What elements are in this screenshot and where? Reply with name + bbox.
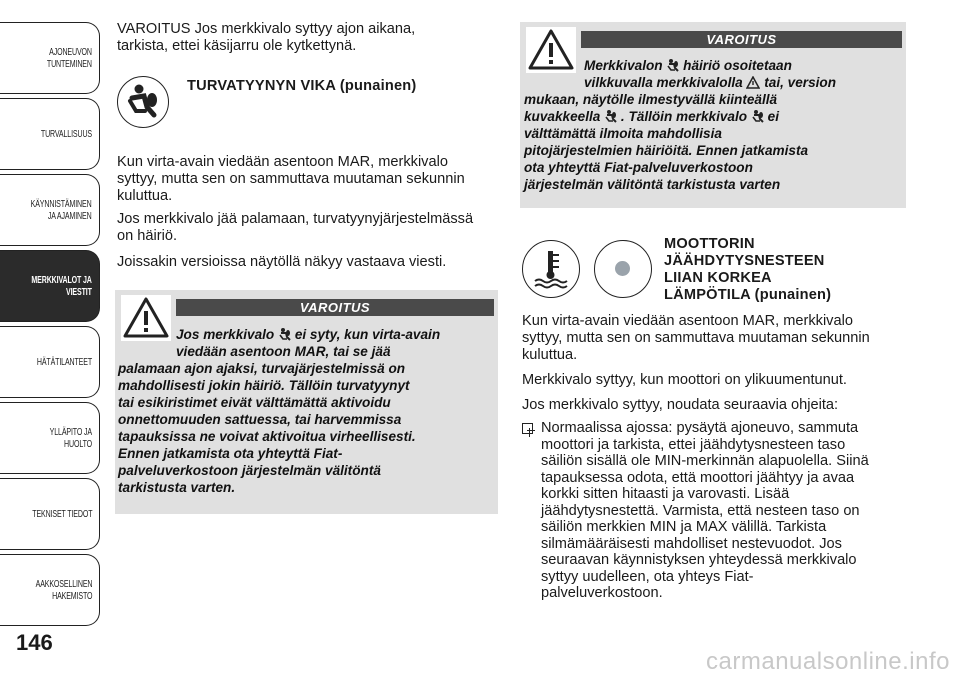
- tab-ajoneuvon-tunteminen[interactable]: AJONEUVON TUNTEMINEN: [0, 22, 100, 94]
- airbag-warning-l7: tapauksissa ne voivat aktivoitua virheellisesti.: [118, 429, 416, 444]
- airbag-warning-l10: tarkistusta varten.: [118, 480, 236, 495]
- airbag-inline-icon: [604, 109, 617, 123]
- airbag-p1-l3: kuluttua.: [117, 188, 173, 204]
- right-warning-l3: mukaan, näytölle ilmestyvällä kiinteällä: [524, 92, 778, 107]
- airbag-p2-l2: on häiriö.: [117, 228, 178, 244]
- bullet-box-icon: [522, 423, 533, 434]
- tab-kaynnistaminen[interactable]: KÄYNNISTÄMINEN JA AJAMINEN: [0, 174, 100, 246]
- right-warning-l5: välttämättä ilmoita mahdollisia: [524, 126, 722, 141]
- airbag-inline-icon: [666, 58, 679, 72]
- airbag-inline-icon: [751, 109, 764, 123]
- airbag-warning-l3: palamaan ajon ajaksi, turvajärjestelmissä on: [118, 361, 406, 376]
- tab-hakemisto[interactable]: AAKKOSELLINEN HAKEMISTO: [0, 554, 100, 626]
- indicator-dot-icon: [594, 240, 652, 298]
- tab-hatatilanteet[interactable]: HÄTÄTILANTEET: [0, 326, 100, 398]
- airbag-warning-l9: palveluverkostoon järjestelmän välitöntä: [118, 463, 381, 478]
- right-warning-l1: Merkkivalon häiriö osoitetaan: [584, 58, 792, 73]
- airbag-p2-l1: Jos merkkivalo jää palamaan, turvatyynyjärjestelmässä: [117, 211, 474, 227]
- right-warning-l8: järjestelmän välitöntä tarkistusta varten: [524, 177, 781, 192]
- list-item: Normaalissa ajossa: pysäytä ajoneuvo, sammuta moottori ja tarkista, ettei jäähdytysnesteen taso säiliön sisällä ole MIN-merkinnän alapuolella. Siinä tapauksessa odota, että moottori jäähtyy ja avaa korkki sitten hitaasti ja varovasti. Lisää jäähdytysnestettä. Varmista, että nesteen taso on säiliön merkkien MIN ja MAX välillä. Tarkista silmämääräisesti mahdolliset nestevuodot. Jos seuraavan käynnistyksen yhteydessä merkkivalo syttyy uudelleen, ota yhteys Fiat- palveluverkostoon.: [522, 420, 912, 602]
- intro-l2: tarkista, ettei käsijarru ole kytkettynä.: [117, 38, 357, 54]
- coolant-bullet-list: [522, 420, 912, 602]
- airbag-p1-l2: syttyy, mutta sen on sammuttava muutaman sekunnin: [117, 171, 465, 187]
- coolant-heading-l1: MOOTTORIN: [664, 236, 755, 252]
- coolant-p1-l3: kuluttua.: [522, 347, 578, 363]
- coolant-heading-l2: JÄÄHDYTYSNESTEEN: [664, 253, 825, 269]
- right-warning-l7: ota yhteyttä Fiat-palveluverkostoon: [524, 160, 753, 175]
- tab-yllapito[interactable]: YLLÄPITO JA HUOLTO: [0, 402, 100, 474]
- airbag-warning-l2: viedään asentoon MAR, tai se jää: [176, 344, 391, 359]
- right-warning-l2: vilkkuvalla merkkivalolla tai, version: [584, 75, 837, 90]
- airbag-p1-l1: Kun virta-avain viedään asentoon MAR, merkkivalo: [117, 154, 448, 170]
- airbag-warning-l8: Ennen jatkamista ota yhteyttä Fiat-: [118, 446, 343, 461]
- coolant-temperature-icon: [522, 240, 580, 298]
- right-warning-l6: pitojärjestelmien häiriöitä. Ennen jatkamista: [524, 143, 809, 158]
- tab-merkkivalot[interactable]: MERKKIVALOT JA VIESTIT: [0, 250, 100, 322]
- coolant-p1-l2: syttyy, mutta sen on sammuttava muutaman sekunnin: [522, 330, 870, 346]
- tab-tekniset-tiedot[interactable]: TEKNISET TIEDOT: [0, 478, 100, 550]
- coolant-heading-l3: LIIAN KORKEA: [664, 270, 772, 286]
- intro-l1: VAROITUS Jos merkkivalo syttyy ajon aikana,: [117, 21, 416, 37]
- coolant-p3: Jos merkkivalo syttyy, noudata seuraavia ohjeita:: [522, 397, 839, 413]
- right-warning-l4: kuvakkeella . Tällöin merkkivalo ei: [524, 109, 779, 124]
- airbag-warning-l5: tai esikiristimet eivät välttämättä aktivoidu: [118, 395, 391, 410]
- tab-turvallisuus[interactable]: TURVALLISUUS: [0, 98, 100, 170]
- watermark: carmanualsonline.info: [706, 648, 950, 675]
- airbag-warning-l6: onnettomuuden sattuessa, tai harvemmissa: [118, 412, 402, 427]
- airbag-warning-title: VAROITUS: [176, 299, 494, 316]
- coolant-p2: Merkkivalo syttyy, kun moottori on ylikuumentunut.: [522, 372, 847, 388]
- warning-small-icon: [746, 76, 760, 89]
- warning-triangle-icon: [121, 295, 171, 341]
- coolant-heading-l4: LÄMPÖTILA (punainen): [664, 287, 832, 303]
- airbag-heading: TURVATYYNYN VIKA (punainen): [187, 78, 417, 94]
- airbag-inline-icon: [278, 327, 291, 341]
- page-number: 146: [16, 630, 53, 655]
- airbag-p3: Joissakin versioissa näytöllä näkyy vastaava viesti.: [117, 254, 447, 270]
- airbag-warning-l4: mahdollisesti jokin häiriö. Tällöin turvatyynyt: [118, 378, 410, 393]
- airbag-warning-l1: Jos merkkivalo ei syty, kun virta-avain: [176, 327, 441, 342]
- warning-triangle-icon: [526, 27, 576, 73]
- right-warning-title: VAROITUS: [581, 31, 902, 48]
- airbag-warning-icon: [117, 76, 169, 128]
- coolant-p1-l1: Kun virta-avain viedään asentoon MAR, merkkivalo: [522, 313, 853, 329]
